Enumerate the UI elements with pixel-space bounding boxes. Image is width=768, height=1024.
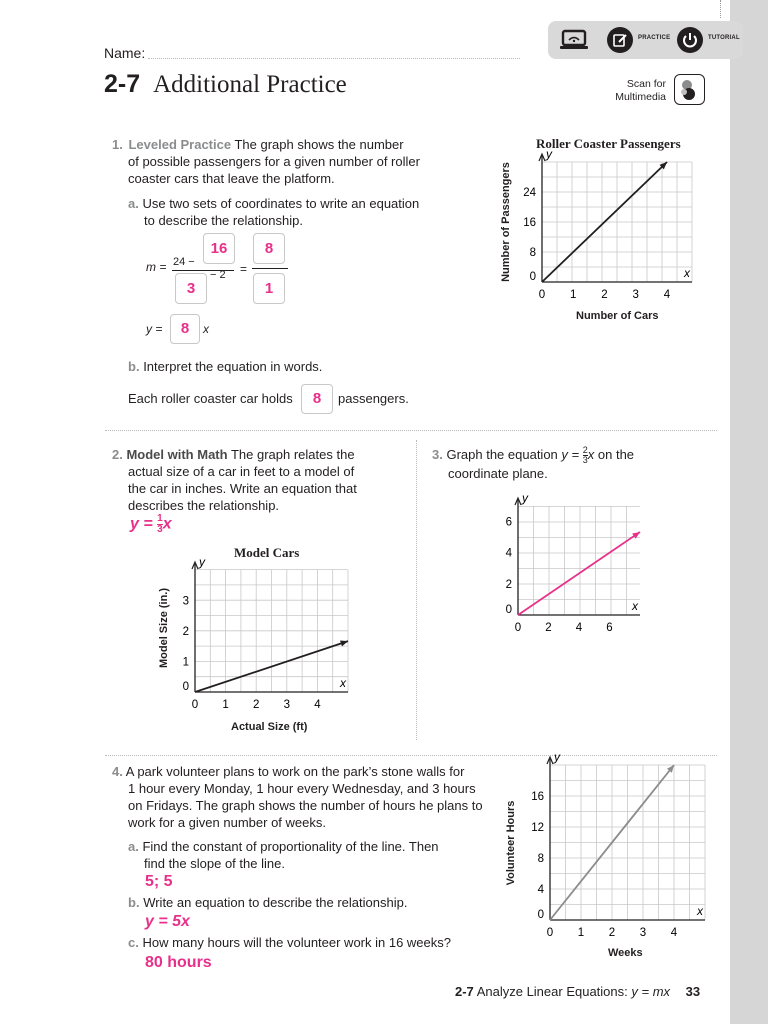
y-tick-label: 3 [182,595,189,608]
x-tick-label: 2 [608,927,616,939]
toolbar [548,21,743,59]
series-arrowhead [340,641,348,647]
x-variable: x [697,904,703,918]
practice-label: PRACTICE [638,35,671,41]
x-tick-label: 4 [314,699,321,711]
tutorial-button[interactable] [676,26,740,54]
x-tick-label: 3 [283,699,291,711]
y-tick-label: 12 [531,822,544,834]
y-tick-label: 4 [505,547,512,560]
q1-number: 1. [112,137,123,152]
model-y-axis-label: Model Size (in.) [158,587,170,669]
y-tick-label: 0 [505,604,512,616]
x-tick-label: 1 [577,927,585,939]
section-divider-1 [105,430,717,431]
model-chart-title: Model Cars [234,545,300,560]
fraction-numerator-prefix: 24 − [173,256,195,268]
fraction-denominator-prefix: − 2 [210,269,226,281]
x-tick-label: 6 [606,622,613,634]
y-tick-label: 16 [523,217,536,229]
y-tick-label: 2 [505,578,512,591]
lesson-number: 2-7 [104,70,141,98]
page-title [104,70,347,99]
x-variable: x [632,599,638,613]
x-variable: x [203,322,209,336]
q4-prompt: 4. A park volunteer plans to work on the park’s stone walls for 1 hour every Monday, 1 hour every Wednesday, and 3 hours on Fridays. The graph shows the number of hours he plans to work for a given number of weeks. [112,764,483,830]
roller-x-axis-label: Number of Cars [576,310,659,322]
x-tick-label: 0 [191,699,199,711]
x-tick-label: 3 [639,927,647,939]
x-tick-label: 4 [663,289,671,301]
model-chart [170,555,360,715]
answer-box-8-sentence[interactable]: 8 [301,384,333,414]
q4a-answer: 5; 5 [145,873,173,890]
y-tick-label: 8 [529,247,536,259]
m-equals: m = [146,260,167,274]
y-variable: y [554,750,560,764]
fraction-bar-2 [252,268,288,269]
volunteer-y-axis-label: Volunteer Hours [505,800,517,886]
answer-box-16[interactable]: 16 [203,233,235,264]
name-label: Name: [104,45,146,61]
y-tick-label: 8 [537,853,544,865]
answer-box-8-slope[interactable]: 8 [170,314,200,344]
x-variable: x [684,266,690,280]
x-tick-label: 0 [514,622,522,634]
y-tick-label: 0 [182,681,189,693]
y-variable: y [546,147,552,161]
x-tick-label: 1 [570,289,577,301]
x-tick-label: 2 [252,699,260,711]
page-number: 33 [685,984,701,999]
lesson-title: Additional Practice [153,71,347,98]
y-tick-label: 6 [505,516,512,529]
q1b-sentence-start: Each roller coaster car holds [128,391,293,406]
q2-answer: y = $\frac{1}{3}$ x [130,513,172,535]
y-tick-label: 16 [531,791,544,803]
practice-button[interactable] [606,26,671,54]
scan-label: Scan for Multimedia [615,78,666,103]
y-tick-label: 1 [182,656,189,669]
scan-code-icon[interactable] [674,74,705,105]
q4c-prompt: c. How many hours will the volunteer work in 16 weeks? [128,935,451,950]
answer-box-8-numerator[interactable]: 8 [253,233,285,264]
volunteer-x-axis-label: Weeks [608,947,643,959]
y-tick-label: 0 [537,909,544,921]
y-variable: y [522,491,528,505]
roller-chart [515,147,715,304]
roller-y-axis-label: Number of Passengers [500,162,512,282]
equation-graph [490,488,650,638]
name-line[interactable] [148,58,520,59]
y-tick-label: 4 [537,884,544,896]
q1b-sentence-end: passengers. [338,391,409,406]
x-tick-label: 2 [545,622,552,634]
answer-box-1[interactable]: 1 [253,273,285,304]
x-tick-label: 4 [670,927,678,939]
q2-prompt: 2. Model with Math The graph relates the actual size of a car in feet to a model of the car in inches. Write an equation that describes the relationship. [112,447,357,513]
q1-lead: Leveled Practice [128,137,232,152]
q1-prompt: 1. Leveled Practice The graph shows the number of possible passengers for a given number of roller coaster cars that leave the platform. [112,137,420,186]
toolbar-dot [720,0,721,18]
q1b-prompt: b. Interpret the equation in words. [128,359,323,374]
q3-prompt: 3. Graph the equation y = $\frac{2}{3}$ x on the coordinate plane. [432,445,635,482]
x-tick-label: 3 [632,289,639,301]
page-edge-bar [730,0,768,1024]
x-variable: x [340,676,346,690]
power-icon [676,26,704,54]
x-tick-label: 0 [546,927,554,939]
section-divider-2 [105,755,717,756]
pencil-icon [606,26,634,54]
laptop-icon[interactable] [558,28,590,52]
section-divider-vertical [416,440,417,740]
y-tick-label: 24 [523,187,536,199]
page-footer: 2-7 Analyze Linear Equations: y = mx 33 [455,984,701,999]
x-tick-label: 1 [222,699,229,711]
series-line [518,532,640,615]
y-tick-label: 0 [529,271,536,283]
q4a-prompt: a. Find the constant of proportionality of the line. Then find the slope of the line. [128,839,439,871]
y-equals: y = [146,322,163,336]
model-x-axis-label: Actual Size (ft) [231,721,308,733]
x-tick-label: 2 [601,289,608,301]
q4b-answer: y = 5x [145,913,190,930]
y-tick-label: 2 [182,626,189,638]
y-variable: y [199,555,205,569]
volunteer-chart [520,750,710,942]
x-tick-label: 0 [538,289,546,301]
x-tick-label: 4 [575,622,583,634]
q4b-prompt: b. Write an equation to describe the relationship. [128,895,408,910]
tutorial-label: TUTORIAL [708,35,740,41]
roller-chart-title: Roller Coaster Passengers [536,136,681,151]
answer-box-3[interactable]: 3 [175,273,207,304]
q4c-answer: 80 hours [145,954,212,971]
equals-sign: = [240,262,248,276]
q1a-prompt: a. Use two sets of coordinates to write an equation to describe the relationship. [128,196,420,228]
